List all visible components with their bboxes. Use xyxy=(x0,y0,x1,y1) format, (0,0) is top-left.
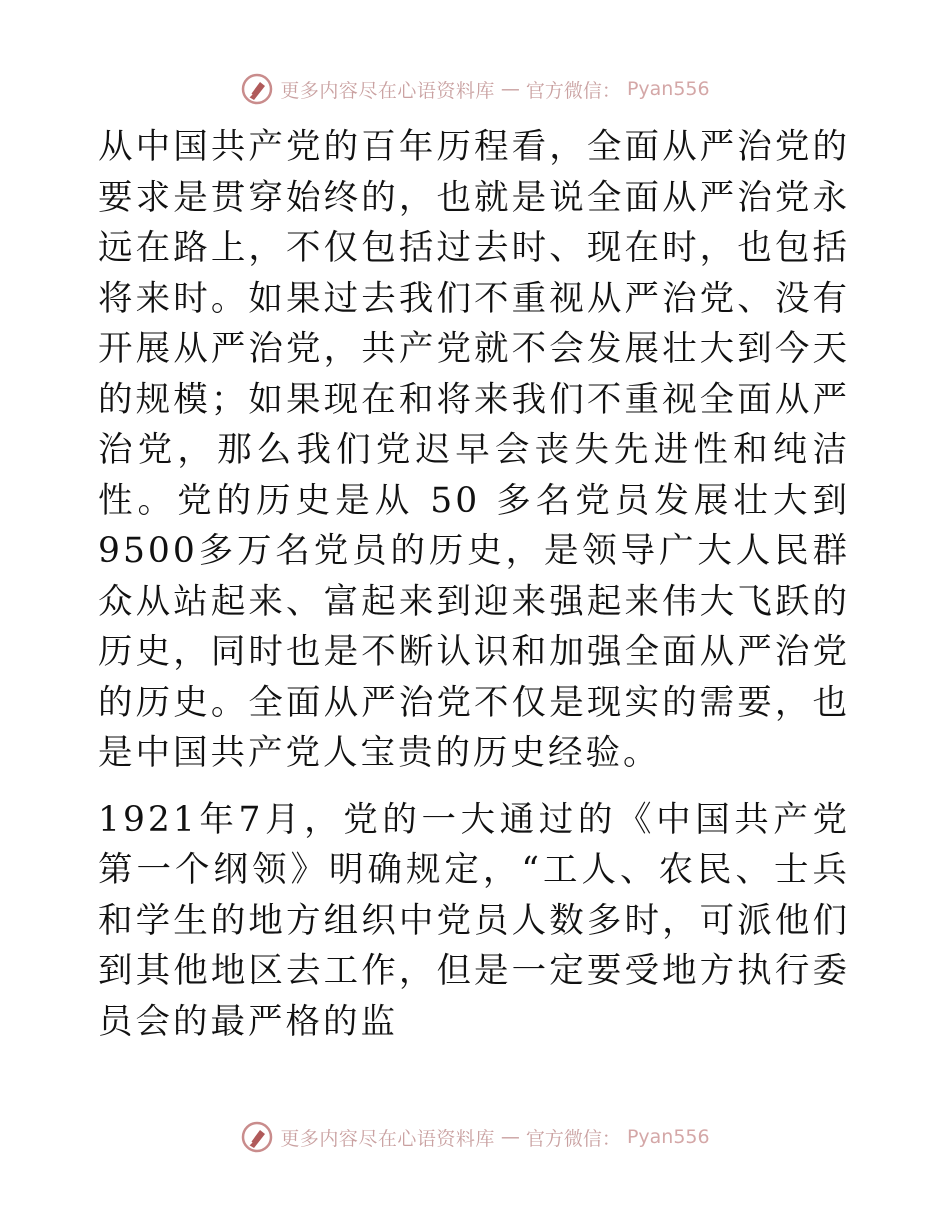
paragraph-1: 从中国共产党的百年历程看，全面从严治党的要求是贯穿始终的，也就是说全面从严治党永远在路上，不仅包括过去时、现在时，也包括将来时。如果过去我们不重视从严治党、没有开展从严治党，共产党就不会发展壮大到今天的规模；如果现在和将来我们不重视全面从严治党，那么我们党迟早会丧失先进性和纯洁性。党的历史是从 50 多名党员发展壮大到9500多万名党员的历史，是领导广大人民群众从站起来、富起来到迎来强起来伟大飞跃的历史，同时也是不断认识和加强全面从严治党的历史。全面从严治党不仅是现实的需要，也是中国共产党人宝贵的历史经验。 xyxy=(98,127,850,773)
footer-banner-dash: — xyxy=(500,1126,520,1148)
pen-nib-logo-icon xyxy=(240,1120,274,1154)
banner-official-label: 官方微信： xyxy=(525,79,621,102)
footer-banner-official-label: 官方微信： xyxy=(525,1127,621,1150)
footer-banner-text: 更多内容尽在心语资料库 xyxy=(280,1127,495,1150)
footer-banner xyxy=(0,1120,950,1154)
pen-nib-logo-icon xyxy=(240,72,274,106)
banner-wechat-id: Pyan556 xyxy=(626,78,710,100)
document-body xyxy=(98,122,850,1047)
header-banner xyxy=(0,72,950,106)
paragraph-2: 1921年7月，党的一大通过的《中国共产党第一个纲领》明确规定，“工人、农民、士兵和学生的地方组织中党员人数多时，可派他们到其他地区去工作，但是一定要受地方执行委员会的最严格的监 xyxy=(98,799,850,1042)
banner-text: 更多内容尽在心语资料库 xyxy=(280,79,495,102)
footer-banner-wechat-id: Pyan556 xyxy=(626,1126,710,1148)
banner-dash: — xyxy=(500,78,520,100)
